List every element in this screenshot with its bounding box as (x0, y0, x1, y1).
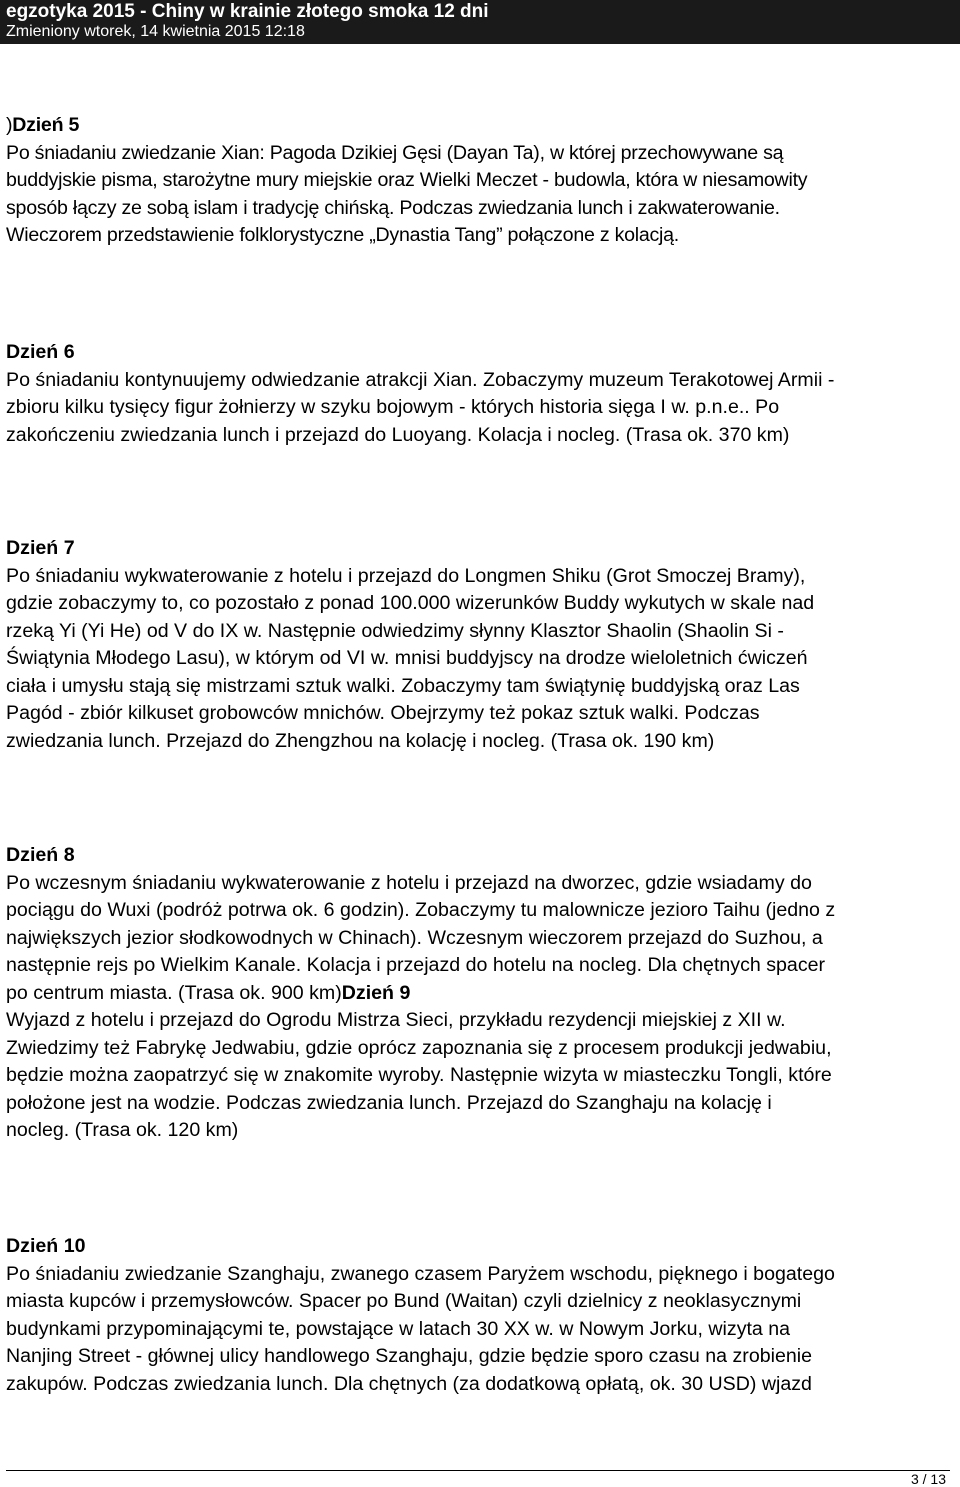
day-8-9-section (6, 842, 958, 1145)
day-9-text-line: Zwiedzimy też Fabrykę Jedwabiu, gdzie oprócz zapoznania się z procesem produkcji jedwabiu, (6, 1036, 832, 1059)
footer-divider (6, 1470, 950, 1471)
page-number: 3 / 13 (910, 1471, 946, 1487)
modified-date: Zmieniony wtorek, 14 kwietnia 2015 12:18 (6, 23, 305, 40)
day-7-text-line: zwiedzania lunch. Przejazd do Zhengzhou na kolację i nocleg. (Trasa ok. 190 km) (6, 729, 715, 752)
day-8-text-line: pociągu do Wuxi (podróż potrwa ok. 6 godzin). Zobaczymy tu malownicze jezioro Taihu (jedno z (6, 899, 836, 921)
day-5-text-line: Wieczorem przedstawienie folklorystyczne „Dynastia Tang” połączone z kolacją. (6, 224, 679, 246)
day-7-text-line: ciała i umysłu stają się mistrzami sztuk walki. Zobaczymy tam świątynię buddyjską oraz Las (6, 674, 800, 697)
day-7-text-line: Pagód - zbiór kilkuset grobowców mnichów. Obejrzymy też pokaz sztuk walki. Podczas (6, 702, 760, 724)
day-5-text-line: Po śniadaniu zwiedzanie Xian: Pagoda Dzikiej Gęsi (Dayan Ta), w której przechowywane są (6, 141, 784, 164)
day-9-text-line: Wyjazd z hotelu i przejazd do Ogrodu Mistrza Sieci, przykładu rezydencji miejskiej z XII w. (6, 1009, 786, 1031)
document-title: egzotyka 2015 - Chiny w krainie złotego smoka 12 dni (6, 1, 489, 22)
day-10-section (6, 1233, 958, 1398)
day-5-text-line: sposób łączy ze sobą islam i tradycję chińską. Podczas zwiedzania lunch i zakwaterowanie. (6, 196, 780, 219)
document-header (0, 0, 960, 44)
day-6-heading: Dzień 6 (6, 341, 75, 363)
day-7-text-line: Po śniadaniu wykwaterowanie z hotelu i przejazd do Longmen Shiku (Grot Smoczej Bramy), (6, 564, 806, 587)
stray-paren: ) (6, 114, 13, 136)
day-5-section (6, 112, 958, 250)
day-10-text-line: miasta kupców i przemysłowców. Spacer po Bund (Waitan) czyli dzielnicy z neoklasycznymi (6, 1290, 802, 1312)
day-7-heading: Dzień 7 (6, 537, 75, 559)
day-10-heading: Dzień 10 (6, 1235, 86, 1257)
day-7-text-line: rzeką Yi (Yi He) od V do IX w. Następnie odwiedzimy słynny Klasztor Shaolin (Shaolin Si - (6, 619, 784, 642)
day-8-last-line (6, 980, 958, 1008)
day-7-text-line: Świątynia Młodego Lasu), w którym od VI w. mnisi buddyjscy na drodze wieloletnich ćwiczeń (6, 647, 808, 669)
day-6-section (6, 339, 958, 449)
day-10-text-line: zakupów. Podczas zwiedzania lunch. Dla chętnych (za dodatkową opłatą, ok. 30 USD) wjazd (6, 1372, 812, 1395)
day-10-text-line: Nanjing Street - głównej ulicy handlowego Szanghaju, gdzie będzie sporo czasu na zrobienie (6, 1345, 813, 1367)
day-9-text-line: będzie można zaopatrzyć się w znakomite wyroby. Następnie wizyta w miasteczku Tongli, które (6, 1064, 832, 1086)
day-8-text-line: następnie rejs po Wielkim Kanale. Kolacja i przejazd do hotelu na nocleg. Dla chętnych spacer (6, 954, 826, 976)
day-6-text-line: zbioru kilku tysięcy figur żołnierzy w szyku bojowym - których historia sięga I w. p.n.e.. Po (6, 396, 780, 418)
day-10-text-line: Po śniadaniu zwiedzanie Szanghaju, zwanego czasem Paryżem wschodu, pięknego i bogatego (6, 1262, 835, 1285)
day-6-text-line: zakończeniu zwiedzania lunch i przejazd do Luoyang. Kolacja i nocleg. (Trasa ok. 370 km) (6, 423, 790, 446)
day-5-text-line: buddyjskie pisma, starożytne mury miejskie oraz Wielki Meczet - budowla, która w niesamowity (6, 169, 808, 191)
day-8-heading: Dzień 8 (6, 844, 75, 866)
day-7-text-line: gdzie zobaczymy to, co pozostało z ponad 100.000 wizerunków Buddy wykutych w skale nad (6, 592, 815, 614)
day-8-text-line: po centrum miasta. (Trasa ok. 900 km) (6, 981, 342, 1004)
day-10-text-line: budynkami przypominającymi te, powstające w latach 30 XX w. w Nowym Jorku, wizyta na (6, 1317, 791, 1340)
day-9-text-line: położone jest na wodzie. Podczas zwiedzania lunch. Przejazd do Szanghaju na kolację i (6, 1091, 772, 1114)
day-7-section (6, 535, 958, 755)
day-6-text-line: Po śniadaniu kontynuujemy odwiedzanie atrakcji Xian. Zobaczymy muzeum Terakotowej Armii - (6, 368, 835, 391)
day-9-heading: Dzień 9 (341, 981, 411, 1004)
day-5-heading: Dzień 5 (12, 114, 80, 136)
day-5-heading-line (6, 112, 958, 140)
day-9-text-line: nocleg. (Trasa ok. 120 km) (6, 1119, 239, 1141)
day-8-text-line: największych jezior słodkowodnych w Chinach). Wczesnym wieczorem przejazd do Suzhou, a (6, 926, 823, 949)
day-8-text-line: Po wczesnym śniadaniu wykwaterowanie z hotelu i przejazd na dworzec, gdzie wsiadamy do (6, 871, 812, 894)
